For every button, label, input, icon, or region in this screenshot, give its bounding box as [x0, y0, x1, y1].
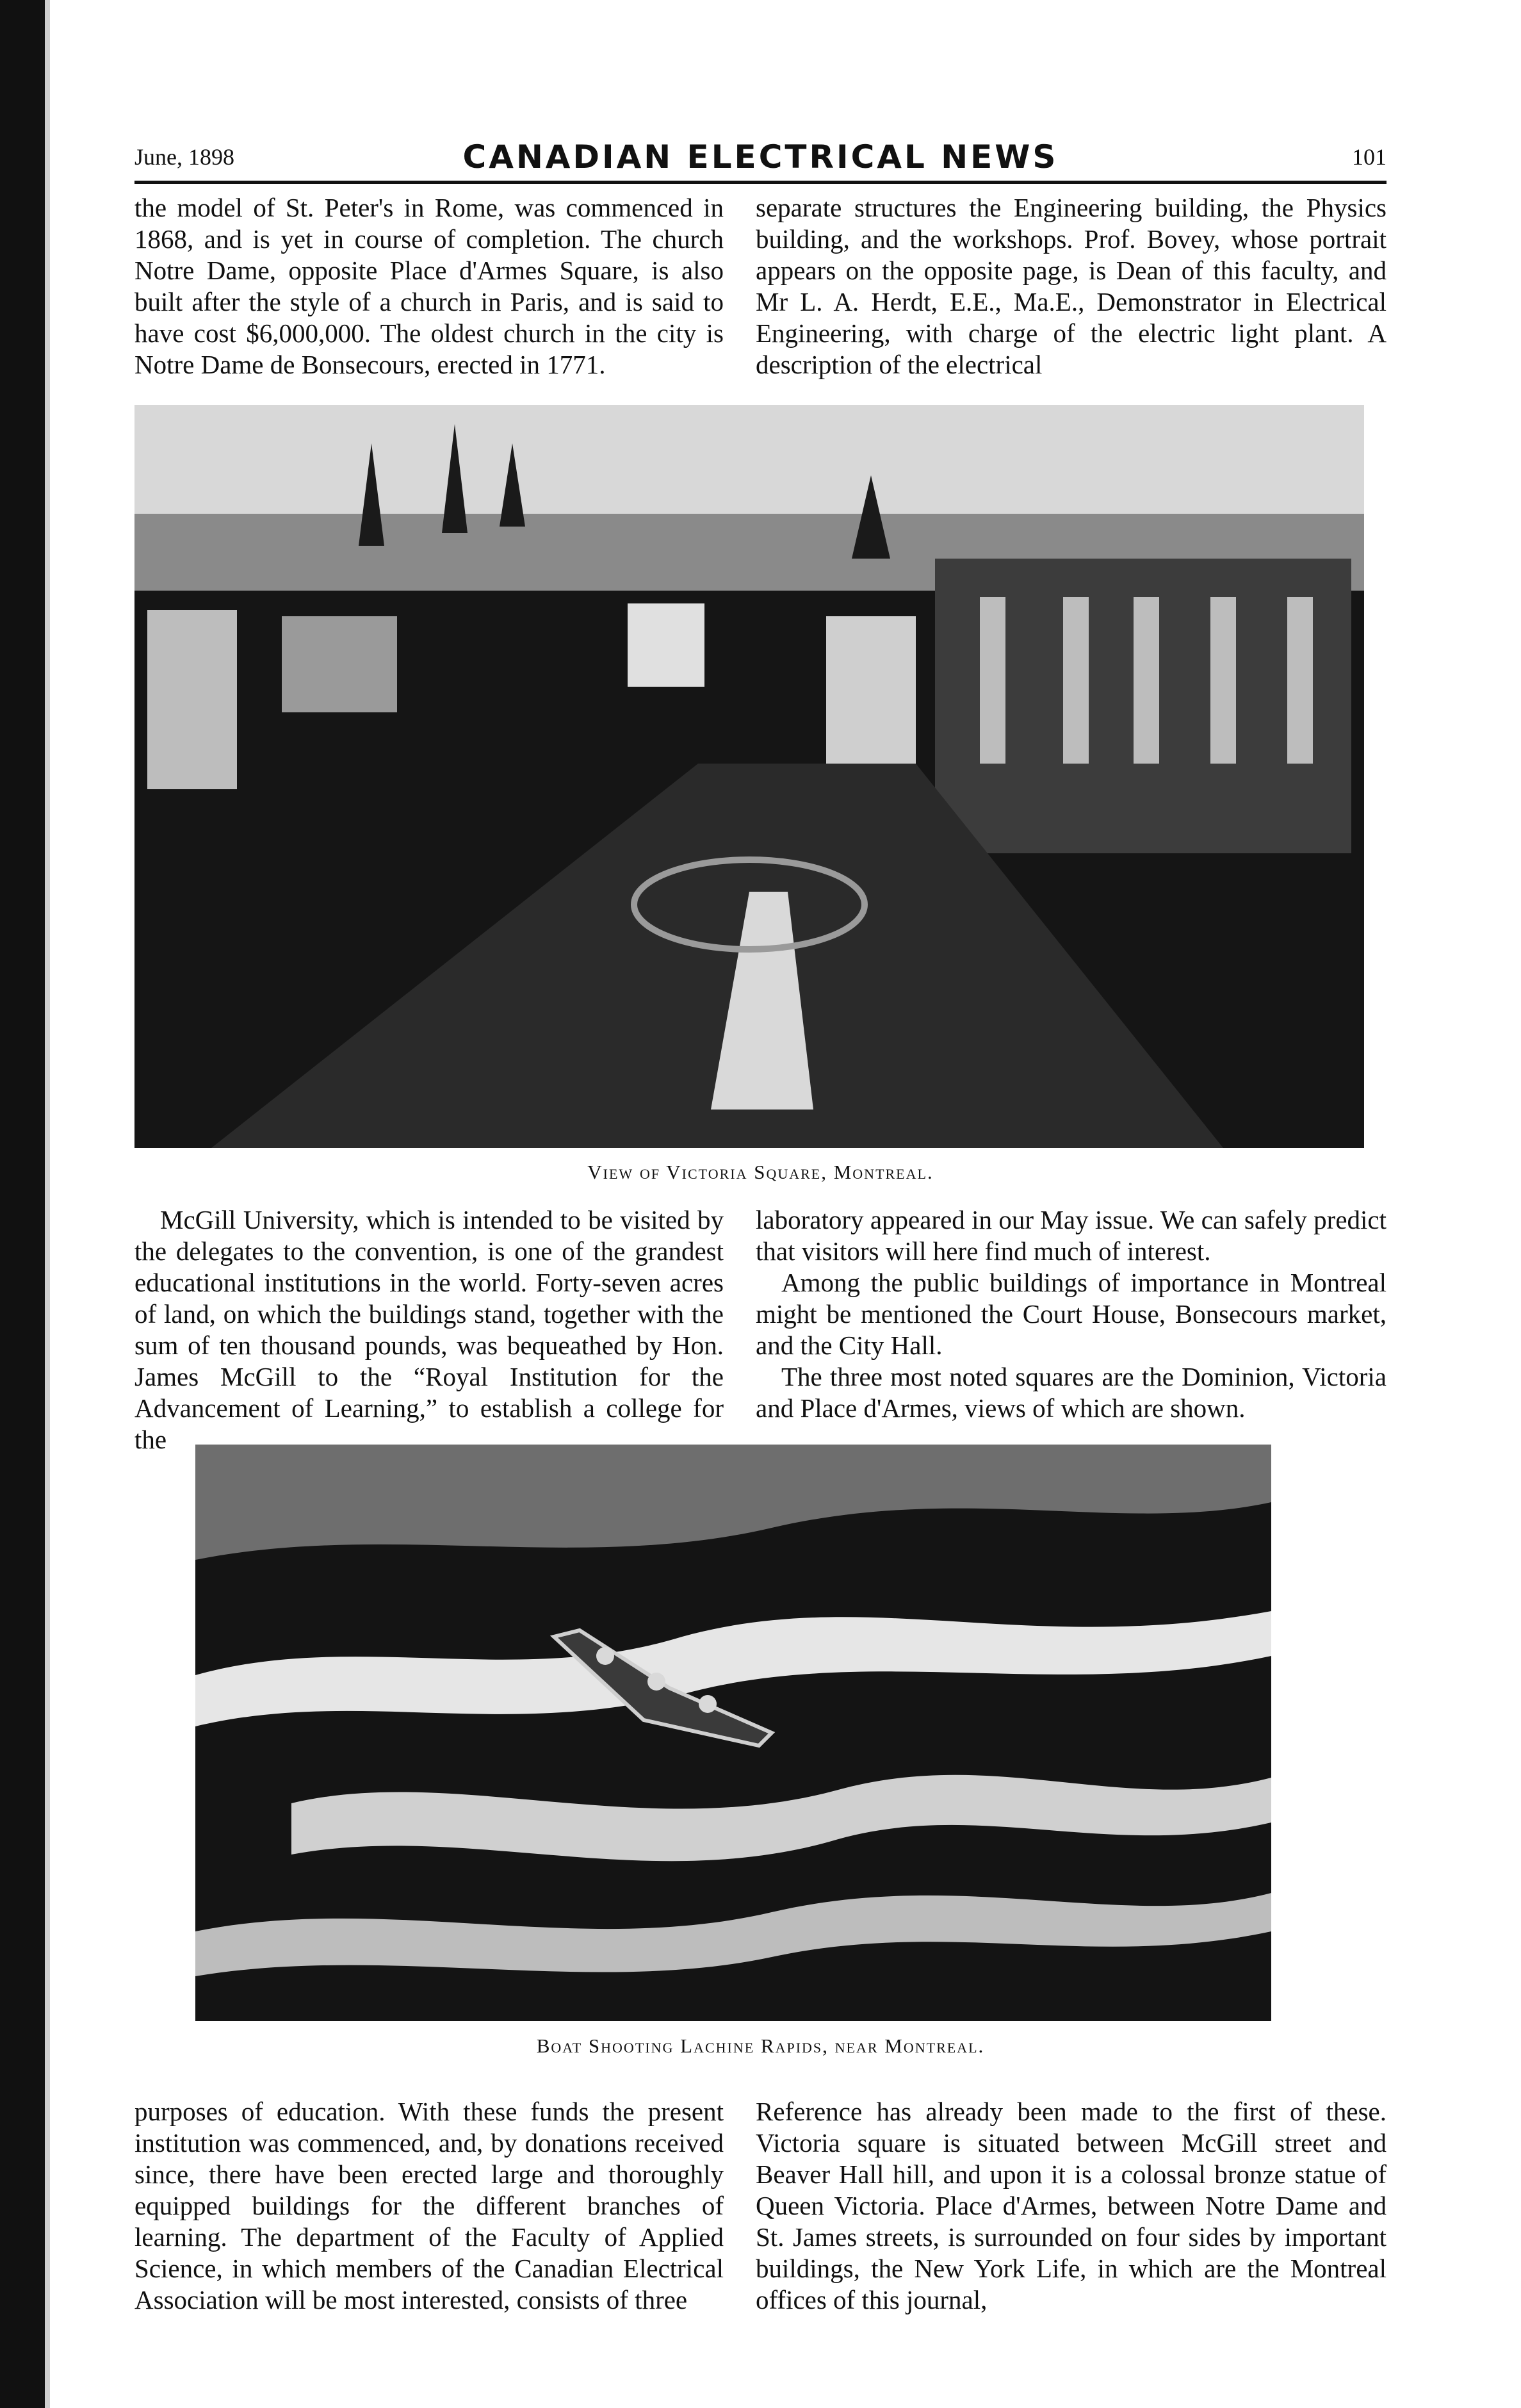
column-mid-right: [756, 1204, 1387, 1424]
paragraph: laboratory appeared in our May issue. We can safely predict that visitors will here find much of interest.: [756, 1205, 1387, 1266]
figure-caption-victoria-square: View of Victoria Square, Montreal.: [587, 1161, 934, 1183]
publication-title: CANADIAN ELECTRICAL NEWS: [462, 138, 1059, 176]
column-bottom-right: [756, 2096, 1387, 2316]
column-mid-left: [134, 1204, 724, 1455]
page-number: 101: [1352, 144, 1387, 170]
paragraph: separate structures the Engineering building, the Physics building, and the workshops. Prof. Bovey, whose portrait appears on the opposite page, is Dean of this faculty, and Mr L. A. Herdt, E.E., Ma.E., Demonstrator in Electrical Engineering, with charge of the electric light plant. A description of the electrical: [756, 193, 1387, 379]
paragraph: purposes of education. With these funds the present institution was commenced, and, by donations received since, there have been erected large and thoroughly equipped buildings for the different branches of learning. The department of the Faculty of Applied Science, in which members of the Canadian Electrical Association will be most interested, consists of three: [134, 2097, 724, 2314]
column-bottom-left: [134, 2096, 724, 2316]
paragraph: Reference has already been made to the first of these. Victoria square is situated between McGill street and Beaver Hall hill, and upon it is a colossal bronze statue of Queen Victoria. Place d'Armes, between Notre Dame and St. James streets, is surrounded on four sides by important buildings, the New York Life, in which are the Montreal offices of this journal,: [756, 2097, 1387, 2314]
column-top-right: [756, 192, 1387, 381]
issue-date: June, 1898: [134, 144, 234, 170]
victoria-square-illustration: [134, 405, 1364, 1148]
lachine-rapids-photo: [195, 1445, 1271, 2021]
paragraph: the model of St. Peter's in Rome, was commenced in 1868, and is yet in course of completion. The church Notre Dame, opposite Place d'Armes Square, is also built after the style of a church in Paris, and is said to have cost $6,000,000. The oldest church in the city is Notre Dame de Bonsecours, erected in 1771.: [134, 193, 724, 379]
figure-caption-lachine-rapids: Boat Shooting Lachine Rapids, near Montreal.: [536, 2035, 985, 2057]
column-top-left: [134, 192, 724, 381]
page-header: [134, 135, 1387, 179]
lachine-rapids-illustration: [195, 1445, 1271, 2021]
header-rule: [134, 181, 1387, 184]
paragraph: McGill University, which is intended to be visited by the delegates to the convention, is one of the grandest educational institutions in the world. Forty-seven acres of land, on which the buildings stand, together with the sum of ten thousand pounds, was bequeathed by Hon. James McGill to the “Royal Institution for the Advancement of Learning,” to establish a college for the: [134, 1205, 724, 1454]
paragraph: Among the public buildings of importance in Montreal might be mentioned the Court House, Bonsecours market, and the City Hall.: [756, 1268, 1387, 1360]
paragraph: The three most noted squares are the Dominion, Victoria and Place d'Armes, views of which are shown.: [756, 1362, 1387, 1423]
victoria-square-photo: [134, 405, 1364, 1148]
